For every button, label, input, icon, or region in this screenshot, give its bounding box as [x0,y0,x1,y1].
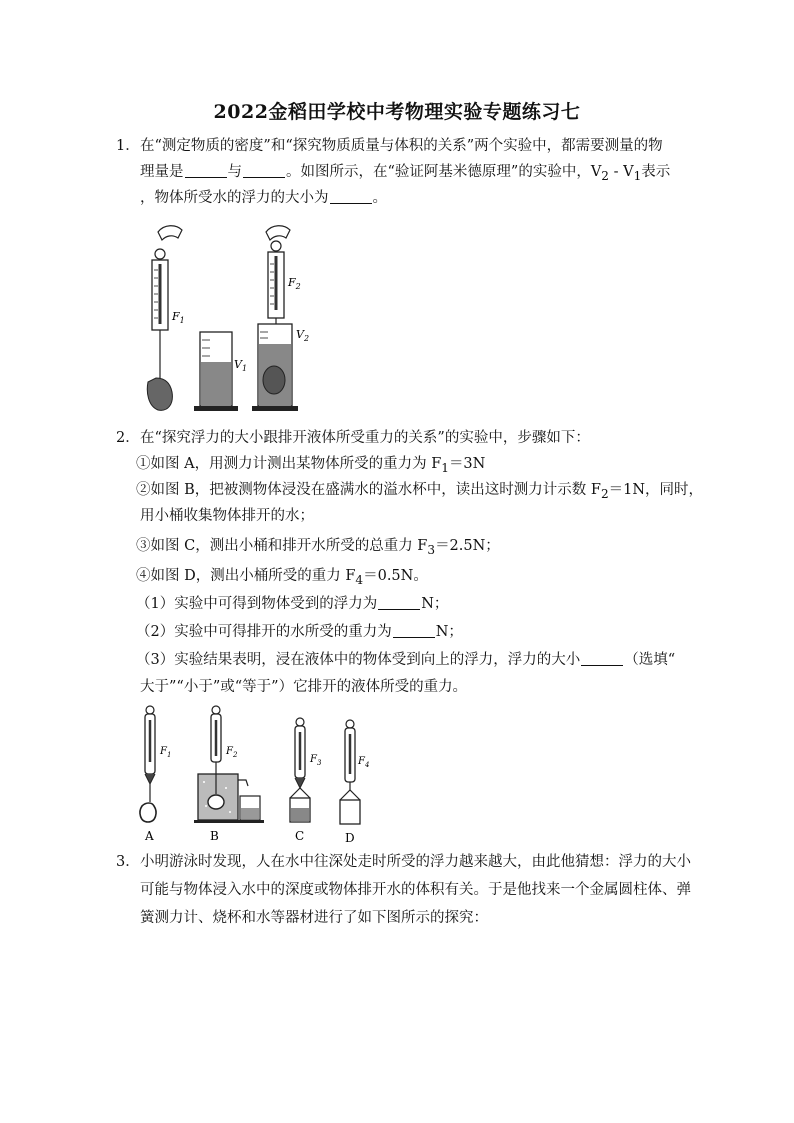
scale-c [290,718,322,843]
q2-step-3: ③如图 C，测出小桶和排开水所受的总重力 $F_3=2.5N$； [136,538,500,557]
svg-text:F4: $F_4$ [358,756,370,769]
scale-a [140,706,171,843]
blank[interactable] [378,595,420,610]
svg-text:C: C [295,829,305,843]
svg-text:F1: $F_1$ [160,746,172,759]
blank[interactable] [243,163,285,178]
q2-step-2-cont: 用小桶收集物体排开的水； [140,508,314,524]
q2-part-1: （1）实验中可得到物体受到的浮力为 N； [136,596,449,612]
svg-text:V1: $V_1$ [234,358,248,373]
q2-step-4: ④如图 D，测出小桶所受的重力 $F_4=0.5N$。 [136,568,428,587]
svg-text:F2: $F_2$ [226,746,238,759]
question-2-number: 2． [116,430,140,446]
svg-text:V2: $V_2$ [296,328,310,343]
svg-text:D: D [345,831,355,845]
q2-part-2: （2）实验中可得排开的水所受的重力为 N； [136,624,463,640]
blank[interactable] [330,189,372,204]
q2-part-3-cont: 大于”“小于”或“等于”）它排开的液体所受的重力。 [140,679,468,695]
figure-2-buoyancy-steps [130,702,370,847]
blank[interactable] [581,651,623,666]
q1-line-1: 在“测定物质的密度”和“探究物质质量与体积的关系”两个实验中，都需要测量的物 [140,138,663,154]
question-1-number: 1． [116,138,140,154]
figure-1-archimedes-setup [138,220,318,415]
svg-text:F3: $F_3$ [310,754,322,767]
q3-line-2: 可能与物体浸入水中的深度或物体排开水的体积有关。于是他找来一个金属圆柱体、弹 [140,882,691,898]
q2-line-1: 在“探究浮力的大小跟排开液体所受重力的关系”的实验中，步骤如下： [140,430,590,446]
page-title: 2022金稻田学校中考物理实验专题练习七 [213,101,581,123]
question-3-number: 3． [116,854,140,870]
blank[interactable] [393,623,435,638]
svg-text:A: A [145,829,154,843]
q1-line-2: 理量是 与 。如图所示，在“验证阿基米德原理”的实验中，$V_2 - V_1$表示 [140,164,671,183]
q2-step-1: ①如图 A，用测力计测出某物体所受的重力为 $F_1=3N$ [136,456,486,475]
blank[interactable] [185,163,227,178]
q1-line-3: ，物体所受水的浮力的大小为 。 [140,190,387,206]
svg-text:F2: $F_2$ [288,276,301,291]
q3-line-1: 小明游泳时发现，人在水中往深处走时所受的浮力越来越大，由此他猜想：浮力的大小 [140,854,691,870]
q3-line-3: 簧测力计、烧杯和水等器材进行了如下图所示的探究： [140,910,488,926]
q2-step-2: ②如图 B，把被测物体浸没在盛满水的溢水杯中，读出这时测力计示数 $F_2=1N$，同时， [136,482,704,501]
svg-text:F1: $F_1$ [172,310,185,325]
q2-part-3: （3）实验结果表明，浸在液体中的物体受到向上的浮力，浮力的大小 （选填“ [136,652,676,668]
svg-text:B: B [210,829,219,843]
scale-b [194,706,264,843]
scale-d [340,720,369,845]
